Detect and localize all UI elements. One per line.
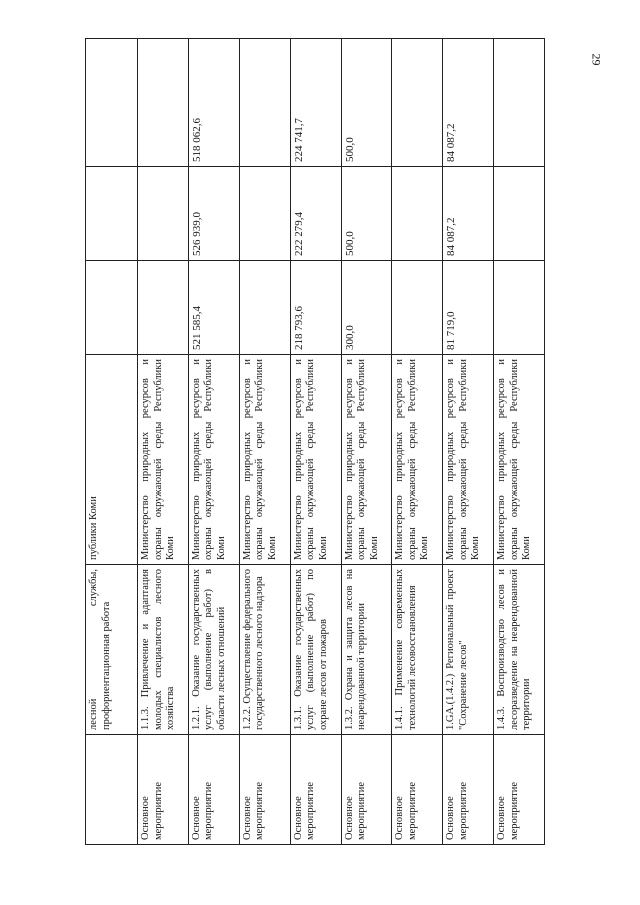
cell-type: Основное мероприятие: [138, 735, 189, 845]
cell-value-1: 521 585,4: [188, 261, 239, 355]
cell-value-2: [86, 167, 138, 261]
cell-value-2: 222 279,4: [290, 167, 341, 261]
table-row: [86, 39, 138, 845]
cell-name: 1.2.2. Осуществление федерального государственного лесного надзора: [239, 565, 290, 735]
cell-value-2: [239, 167, 290, 261]
cell-value-3: [138, 39, 189, 167]
cell-name: 1.1.3. Привлечение и адаптация молодых специалистов лесного хозяйства: [138, 565, 189, 735]
table-row: [443, 39, 494, 845]
cell-value-1: [239, 261, 290, 355]
cell-value-3: 84 087,2: [443, 39, 494, 167]
cell-type: [86, 735, 138, 845]
table-row: [138, 39, 189, 845]
table-row: [392, 39, 443, 845]
cell-value-1: [392, 261, 443, 355]
cell-name: 1.2.1. Оказание государственных услуг (выполнение работ) в области лесных отношений: [188, 565, 239, 735]
cell-type: Основное мероприятие: [290, 735, 341, 845]
cell-name: 1.3.2. Охрана и защита лесов на неарендованной территории: [341, 565, 392, 735]
cell-value-1: [86, 261, 138, 355]
table-row: [188, 39, 239, 845]
cell-value-3: [494, 39, 545, 167]
table-row: [239, 39, 290, 845]
cell-type: Основное мероприятие: [443, 735, 494, 845]
cell-type: Основное мероприятие: [392, 735, 443, 845]
cell-org: Министерство природных ресурсов и охраны окружающей среды Республики Коми: [443, 355, 494, 565]
cell-org: Министерство природных ресурсов и охраны окружающей среды Республики Коми: [341, 355, 392, 565]
cell-value-3: [392, 39, 443, 167]
cell-value-1: 81 719,0: [443, 261, 494, 355]
cell-type: Основное мероприятие: [494, 735, 545, 845]
cell-org: Министерство природных ресурсов и охраны окружающей среды Республики Коми: [290, 355, 341, 565]
cell-value-2: [138, 167, 189, 261]
cell-org: Министерство природных ресурсов и охраны окружающей среды Республики Коми: [239, 355, 290, 565]
cell-type: Основное мероприятие: [341, 735, 392, 845]
program-table: [85, 38, 545, 845]
cell-value-2: 500,0: [341, 167, 392, 261]
cell-value-3: 518 062,6: [188, 39, 239, 167]
cell-value-2: 526 939,0: [188, 167, 239, 261]
cell-value-1: 300,0: [341, 261, 392, 355]
cell-value-3: [86, 39, 138, 167]
cell-value-1: [494, 261, 545, 355]
cell-name: 1.4.3. Воспроизводство лесов и лесоразведение на неарендованной территории: [494, 565, 545, 735]
cell-org: Министерство природных ресурсов и охраны окружающей среды Республики Коми: [494, 355, 545, 565]
table-row: [341, 39, 392, 845]
cell-value-3: 224 741,7: [290, 39, 341, 167]
rotated-page: [85, 39, 545, 845]
cell-org: публики Коми: [86, 355, 138, 565]
cell-value-2: [494, 167, 545, 261]
cell-value-3: 500,0: [341, 39, 392, 167]
cell-value-1: [138, 261, 189, 355]
cell-type: Основное мероприятие: [239, 735, 290, 845]
table-row: [494, 39, 545, 845]
cell-value-3: [239, 39, 290, 167]
cell-org: Министерство природных ресурсов и охраны окружающей среды Республики Коми: [392, 355, 443, 565]
table-row: [290, 39, 341, 845]
cell-name: 1.3.1. Оказание государственных услуг (выполнение работ) по охране лесов от пожаров: [290, 565, 341, 735]
cell-value-2: 84 087,2: [443, 167, 494, 261]
cell-name: 1.GA.(1.4.2.) Региональный проект "Сохранение лесов": [443, 565, 494, 735]
cell-org: Министерство природных ресурсов и охраны окружающей среды Республики Коми: [188, 355, 239, 565]
cell-value-2: [392, 167, 443, 261]
cell-name: лесной службы, профориентационная работа: [86, 565, 138, 735]
cell-name: 1.4.1. Применение современных технологий лесовосстановления: [392, 565, 443, 735]
cell-value-1: 218 793,6: [290, 261, 341, 355]
cell-org: Министерство природных ресурсов и охраны окружающей среды Республики Коми: [138, 355, 189, 565]
cell-type: Основное мероприятие: [188, 735, 239, 845]
page-number: 29: [589, 53, 604, 66]
